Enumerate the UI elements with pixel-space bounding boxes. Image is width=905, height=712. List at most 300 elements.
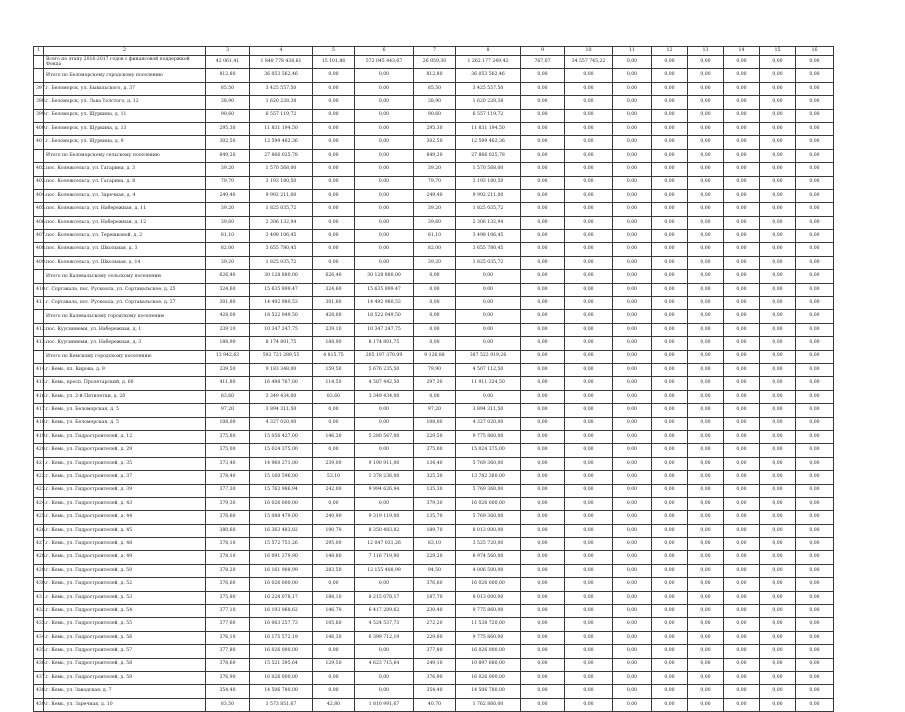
value-cell: 0,00 <box>652 337 688 350</box>
address-cell: пос. Колежсельга, ул. Терешковой, д. 2 <box>44 230 206 243</box>
row-number: 425. <box>34 511 44 524</box>
value-cell: 0,00 <box>760 377 796 390</box>
row-number: 414. <box>34 363 44 376</box>
value-cell: 0,00 <box>724 377 760 390</box>
value-cell: 0,00 <box>688 363 724 376</box>
value-cell: 3 425 557,50 <box>250 82 313 95</box>
value-cell: 2 306 132,94 <box>456 216 521 229</box>
value-cell: 0,00 <box>652 56 688 69</box>
value-cell: 0,00 <box>521 136 565 149</box>
value-cell: 0,00 <box>796 631 834 644</box>
table-row <box>34 176 834 189</box>
value-cell: 0,00 <box>724 270 760 283</box>
value-cell: 0,00 <box>565 363 613 376</box>
table-row <box>34 163 834 176</box>
value-cell: 12 599 462,36 <box>456 136 521 149</box>
address-cell: г. Кемь, ул. Гидростроителей, д. 43 <box>44 497 206 510</box>
column-number: 3 <box>206 47 250 56</box>
value-cell: 0,00 <box>521 149 565 162</box>
value-cell: 0,00 <box>613 631 652 644</box>
value-cell: 0,00 <box>796 698 834 711</box>
value-cell: 0,00 <box>565 203 613 216</box>
value-cell: 0,00 <box>688 390 724 403</box>
value-cell: 387 523 919,26 <box>456 350 521 363</box>
value-cell: 34 557 745,22 <box>565 56 613 69</box>
column-number: 11 <box>613 47 652 56</box>
table-row <box>34 618 834 631</box>
value-cell: 0,00 <box>652 122 688 135</box>
value-cell: 0,00 <box>760 56 796 69</box>
value-cell: 375,80 <box>206 430 250 443</box>
value-cell: 14 960 271,00 <box>250 457 313 470</box>
value-cell: 0,00 <box>613 163 652 176</box>
row-number: 434. <box>34 631 44 644</box>
value-cell: 0,00 <box>355 149 414 162</box>
address-cell: пос. Куусиниеми, ул. Набережная, д. 1 <box>44 323 206 336</box>
row-number: 401. <box>34 136 44 149</box>
value-cell: 83,50 <box>206 698 250 711</box>
value-cell: 0,00 <box>613 404 652 417</box>
value-cell: 0,00 <box>760 310 796 323</box>
value-cell: 0,00 <box>796 243 834 256</box>
value-cell: 9 190 911,00 <box>355 457 414 470</box>
value-cell: 0,00 <box>565 390 613 403</box>
value-cell: 0,00 <box>796 578 834 591</box>
table-row <box>34 203 834 216</box>
value-cell: 0,00 <box>313 444 355 457</box>
value-cell: 0,00 <box>760 337 796 350</box>
value-cell: 0,00 <box>724 605 760 618</box>
table-row <box>34 631 834 644</box>
table-row <box>34 216 834 229</box>
value-cell: 0,00 <box>724 310 760 323</box>
value-cell: 81,10 <box>206 230 250 243</box>
value-cell: 301,80 <box>206 297 250 310</box>
value-cell: 0,00 <box>652 497 688 510</box>
address-cell: Итого по Беломорскому городскому поселению <box>44 69 206 82</box>
value-cell: 6 417 209,62 <box>355 605 414 618</box>
value-cell: 0,00 <box>724 444 760 457</box>
value-cell: 0,00 <box>760 203 796 216</box>
value-cell: 15 521 395,64 <box>250 658 313 671</box>
value-cell: 0,00 <box>355 417 414 430</box>
value-cell: 0,00 <box>760 216 796 229</box>
value-cell: 0,00 <box>724 511 760 524</box>
value-cell: 0,00 <box>688 243 724 256</box>
value-cell: 0,00 <box>613 337 652 350</box>
value-cell: 13 942,63 <box>206 350 250 363</box>
value-cell: 0,00 <box>652 605 688 618</box>
value-cell: 0,00 <box>796 56 834 69</box>
value-cell: 159,50 <box>313 363 355 376</box>
value-cell: 9 994 626,94 <box>355 484 414 497</box>
value-cell: 39,60 <box>414 216 456 229</box>
value-cell: 0,00 <box>565 457 613 470</box>
value-cell: 0,00 <box>724 189 760 202</box>
value-cell: 0,00 <box>313 96 355 109</box>
value-cell: 0,00 <box>760 270 796 283</box>
table-row <box>34 404 834 417</box>
value-cell: 0,00 <box>565 350 613 363</box>
table-row <box>34 230 834 243</box>
row-number: 399. <box>34 109 44 122</box>
value-cell: 10 347 247,75 <box>250 323 313 336</box>
value-cell: 0,00 <box>688 605 724 618</box>
value-cell: 295,00 <box>313 538 355 551</box>
value-cell: 135,30 <box>414 484 456 497</box>
value-cell: 0,00 <box>652 404 688 417</box>
row-number: 438. <box>34 685 44 698</box>
table-row <box>34 591 834 604</box>
value-cell: 0,00 <box>355 176 414 189</box>
value-cell: 15 572 751,26 <box>250 538 313 551</box>
value-cell: 0,00 <box>613 605 652 618</box>
table-row <box>34 122 834 135</box>
value-cell: 0,00 <box>652 176 688 189</box>
value-cell: 0,00 <box>760 605 796 618</box>
address-cell: г. Кемь, ул. Гидростроителей, д. 37 <box>44 471 206 484</box>
table-row <box>34 363 834 376</box>
value-cell: 0,00 <box>688 591 724 604</box>
value-cell: 0,00 <box>652 390 688 403</box>
value-cell: 0,00 <box>688 136 724 149</box>
value-cell: 377,30 <box>206 484 250 497</box>
value-cell: 11 911 324,50 <box>456 377 521 390</box>
row-number <box>34 149 44 162</box>
table-row <box>34 551 834 564</box>
value-cell: 18 522 049,50 <box>250 310 313 323</box>
value-cell: 0,00 <box>724 417 760 430</box>
value-cell: 378,10 <box>206 551 250 564</box>
value-cell: 0,00 <box>652 377 688 390</box>
value-cell: 0,00 <box>796 82 834 95</box>
row-number: 426. <box>34 524 44 537</box>
value-cell: 1 378 236,00 <box>355 471 414 484</box>
value-cell: 188,10 <box>313 591 355 604</box>
value-cell: 0,00 <box>796 270 834 283</box>
value-cell: 4 507 112,50 <box>456 363 521 376</box>
value-cell: 379,30 <box>414 497 456 510</box>
value-cell: 0,00 <box>613 578 652 591</box>
value-cell: 0,00 <box>796 390 834 403</box>
value-cell: 0,00 <box>796 230 834 243</box>
value-cell: 9 775 860,00 <box>456 605 521 618</box>
value-cell: 0,00 <box>521 297 565 310</box>
value-cell: 3 573 851,67 <box>250 698 313 711</box>
value-cell: 0,00 <box>613 363 652 376</box>
row-number <box>34 270 44 283</box>
value-cell: 0,00 <box>724 390 760 403</box>
column-number: 2 <box>44 47 206 56</box>
value-cell: 0,00 <box>355 645 414 658</box>
value-cell: 0,00 <box>565 671 613 684</box>
value-cell: 9 992 211,00 <box>456 189 521 202</box>
value-cell: 0,00 <box>796 310 834 323</box>
value-cell: 0,00 <box>355 109 414 122</box>
value-cell: 377,10 <box>206 605 250 618</box>
value-cell: 15 101,86 <box>313 56 355 69</box>
value-cell: 0,00 <box>688 310 724 323</box>
value-cell: 16 498 767,00 <box>250 377 313 390</box>
value-cell: 39,20 <box>414 163 456 176</box>
value-cell: 0,00 <box>414 337 456 350</box>
value-cell: 15 160 596,00 <box>250 471 313 484</box>
value-cell: 0,00 <box>613 310 652 323</box>
value-cell: 0,00 <box>652 203 688 216</box>
value-cell: 97,20 <box>414 404 456 417</box>
row-number: 411. <box>34 297 44 310</box>
value-cell: 0,00 <box>565 176 613 189</box>
address-cell: Всего по этапу 2016-2017 годов с финансовой поддержкой Фонда <box>44 56 206 69</box>
value-cell: 0,00 <box>688 96 724 109</box>
address-cell: г. Кемь, ул. Гидростроителей, д. 49 <box>44 551 206 564</box>
address-cell: Итого по Кемскому городскому поселению <box>44 350 206 363</box>
address-cell: г. Кемь, ул. Гидростроителей, д. 57 <box>44 645 206 658</box>
column-number: 4 <box>250 47 313 56</box>
value-cell: 0,00 <box>521 685 565 698</box>
value-cell: 0,00 <box>521 551 565 564</box>
value-cell: 0,00 <box>652 538 688 551</box>
value-cell: 377,80 <box>414 645 456 658</box>
column-number: 8 <box>456 47 521 56</box>
value-cell: 1 825 035,72 <box>456 203 521 216</box>
value-cell: 3 655 780,45 <box>250 243 313 256</box>
value-cell: 0,00 <box>724 203 760 216</box>
value-cell: 0,00 <box>760 698 796 711</box>
value-cell: 380,60 <box>206 524 250 537</box>
value-cell: 4 327 020,00 <box>250 417 313 430</box>
row-number: 416. <box>34 390 44 403</box>
row-number: 412. <box>34 323 44 336</box>
value-cell: 8 215 078,17 <box>355 591 414 604</box>
value-cell: 0,00 <box>355 685 414 698</box>
value-cell: 376,60 <box>414 578 456 591</box>
value-cell: 0,00 <box>613 511 652 524</box>
value-cell: 5 769 360,00 <box>456 484 521 497</box>
address-cell: г. Кемь, ул. Гидростроителей, д. 12 <box>44 430 206 443</box>
value-cell: 0,00 <box>521 578 565 591</box>
value-cell: 0,00 <box>652 444 688 457</box>
value-cell: 0,00 <box>613 658 652 671</box>
value-cell: 0,00 <box>760 350 796 363</box>
value-cell: 0,00 <box>313 189 355 202</box>
value-cell: 0,00 <box>760 578 796 591</box>
value-cell: 302,50 <box>206 136 250 149</box>
value-cell: 376,60 <box>206 578 250 591</box>
value-cell: 129,50 <box>313 658 355 671</box>
table-row <box>34 109 834 122</box>
value-cell: 0,00 <box>724 216 760 229</box>
value-cell: 82,00 <box>206 243 250 256</box>
row-number: 407. <box>34 230 44 243</box>
value-cell: 13 782 360,00 <box>456 471 521 484</box>
value-cell: 0,00 <box>613 377 652 390</box>
value-cell: 0,00 <box>565 430 613 443</box>
value-cell: 105,60 <box>313 618 355 631</box>
value-cell: 16 026 000,00 <box>250 578 313 591</box>
row-number: 433. <box>34 618 44 631</box>
table-row <box>34 497 834 510</box>
value-cell: 626,40 <box>206 270 250 283</box>
column-number: 6 <box>355 47 414 56</box>
value-cell: 0,00 <box>760 390 796 403</box>
row-number: 409. <box>34 256 44 269</box>
value-cell: 0,00 <box>565 377 613 390</box>
value-cell: 11 831 194,50 <box>456 122 521 135</box>
address-cell: г. Кемь, ул. 2-й Пятилетки, д. 20 <box>44 390 206 403</box>
value-cell: 0,00 <box>652 163 688 176</box>
value-cell: 0,00 <box>565 136 613 149</box>
value-cell: 428,00 <box>206 310 250 323</box>
value-cell: 0,00 <box>613 82 652 95</box>
value-cell: 0,00 <box>521 377 565 390</box>
value-cell: 205 197 370,09 <box>355 350 414 363</box>
value-cell: 0,00 <box>521 109 565 122</box>
value-cell: 0,00 <box>613 497 652 510</box>
address-cell: г. Кемь, пл. Кирова, д. 9 <box>44 363 206 376</box>
address-cell: г. Кемь, ул. Гидростроителей, д. 50 <box>44 564 206 577</box>
table-row <box>34 283 834 296</box>
value-cell: 0,00 <box>652 363 688 376</box>
value-cell: 0,00 <box>565 310 613 323</box>
address-cell: пос. Колежсельга, ул. Школьная, д. 3 <box>44 243 206 256</box>
row-number: 439. <box>34 698 44 711</box>
value-cell: 0,00 <box>521 216 565 229</box>
value-cell: 0,00 <box>724 323 760 336</box>
value-cell: 324,60 <box>313 283 355 296</box>
value-cell: 0,00 <box>724 243 760 256</box>
value-cell: 375,80 <box>206 591 250 604</box>
value-cell: 79,70 <box>414 176 456 189</box>
table-row <box>34 136 834 149</box>
address-cell: г. Кемь, ул. Гидростроителей, д. 53 <box>44 591 206 604</box>
value-cell: 0,00 <box>613 203 652 216</box>
value-cell: 39,20 <box>206 163 250 176</box>
value-cell: 0,00 <box>521 203 565 216</box>
value-cell: 38,90 <box>206 96 250 109</box>
value-cell: 0,00 <box>652 417 688 430</box>
address-cell: г. Кемь, ул. Гидростроителей, д. 55 <box>44 618 206 631</box>
value-cell: 649,20 <box>414 149 456 162</box>
value-cell: 27 866 025,78 <box>250 149 313 162</box>
value-cell: 0,00 <box>565 645 613 658</box>
value-cell: 0,00 <box>724 256 760 269</box>
row-number: 424. <box>34 497 44 510</box>
value-cell: 0,00 <box>521 564 565 577</box>
value-cell: 0,00 <box>355 69 414 82</box>
row-number: 437. <box>34 671 44 684</box>
value-cell: 14 492 980,53 <box>250 297 313 310</box>
value-cell: 0,00 <box>613 243 652 256</box>
value-cell: 0,00 <box>796 189 834 202</box>
value-cell: 0,00 <box>652 323 688 336</box>
value-cell: 94,50 <box>414 564 456 577</box>
value-cell: 0,00 <box>521 256 565 269</box>
value-cell: 0,00 <box>724 149 760 162</box>
value-cell: 0,00 <box>796 658 834 671</box>
column-number-row <box>34 47 834 56</box>
value-cell: 0,00 <box>521 69 565 82</box>
table-row <box>34 471 834 484</box>
value-cell: 0,00 <box>565 698 613 711</box>
row-number: 423. <box>34 484 44 497</box>
value-cell: 0,00 <box>613 69 652 82</box>
address-cell: г. Беломорск, ул. Льва Толстого, д. 12 <box>44 96 206 109</box>
value-cell: 0,00 <box>521 698 565 711</box>
value-cell: 0,00 <box>724 283 760 296</box>
value-cell: 0,00 <box>652 430 688 443</box>
value-cell: 27 866 025,78 <box>456 149 521 162</box>
table-row <box>34 430 834 443</box>
value-cell: 0,00 <box>688 297 724 310</box>
value-cell: 0,00 <box>355 163 414 176</box>
row-number: 400. <box>34 122 44 135</box>
row-number <box>34 310 44 323</box>
value-cell: 0,00 <box>760 618 796 631</box>
value-cell: 0,00 <box>313 69 355 82</box>
address-cell: г. Кемь, ул. Гидростроителей, д. 58 <box>44 658 206 671</box>
value-cell: 16 026 000,00 <box>456 497 521 510</box>
value-cell: 0,00 <box>652 671 688 684</box>
value-cell: 0,00 <box>688 524 724 537</box>
column-number: 13 <box>688 47 724 56</box>
value-cell: 0,00 <box>796 511 834 524</box>
value-cell: 0,00 <box>652 82 688 95</box>
value-cell: 14 506 780,00 <box>250 685 313 698</box>
value-cell: 229,50 <box>414 430 456 443</box>
value-cell: 108,00 <box>414 417 456 430</box>
value-cell: 16 161 908,99 <box>250 564 313 577</box>
table-row <box>34 297 834 310</box>
value-cell: 1 825 035,72 <box>456 256 521 269</box>
value-cell: 379,30 <box>206 497 250 510</box>
value-cell: 0,00 <box>724 230 760 243</box>
value-cell: 85,50 <box>414 82 456 95</box>
value-cell: 0,00 <box>313 136 355 149</box>
value-cell: 0,00 <box>760 591 796 604</box>
table-row <box>34 390 834 403</box>
address-cell: г. Кемь, ул. Беломорская, д. 5 <box>44 404 206 417</box>
value-cell: 0,00 <box>521 163 565 176</box>
value-cell: 0,00 <box>652 136 688 149</box>
value-cell: 0,00 <box>688 69 724 82</box>
value-cell: 0,00 <box>565 82 613 95</box>
value-cell: 0,00 <box>760 283 796 296</box>
value-cell: 0,00 <box>760 243 796 256</box>
address-cell: пос. Колежсельга, ул. Набережная, д. 11 <box>44 203 206 216</box>
value-cell: 0,00 <box>760 538 796 551</box>
value-cell: 0,00 <box>613 230 652 243</box>
table-row <box>34 323 834 336</box>
value-cell: 0,00 <box>688 538 724 551</box>
value-cell: 0,00 <box>613 96 652 109</box>
value-cell: 8 174 801,75 <box>355 337 414 350</box>
table-row <box>34 82 834 95</box>
address-cell: г. Кемь, ул. Гидростроителей, д. 35 <box>44 457 206 470</box>
value-cell: 0,00 <box>760 671 796 684</box>
value-cell: 0,00 <box>724 578 760 591</box>
value-cell: 16 026 000,00 <box>456 645 521 658</box>
value-cell: 377,80 <box>206 645 250 658</box>
value-cell: 0,00 <box>796 685 834 698</box>
value-cell: 0,00 <box>355 243 414 256</box>
value-cell: 0,00 <box>688 578 724 591</box>
value-cell: 26 959,30 <box>414 56 456 69</box>
table-body <box>34 47 834 712</box>
value-cell: 0,00 <box>688 377 724 390</box>
value-cell: 0,00 <box>724 430 760 443</box>
value-cell: 0,00 <box>688 337 724 350</box>
